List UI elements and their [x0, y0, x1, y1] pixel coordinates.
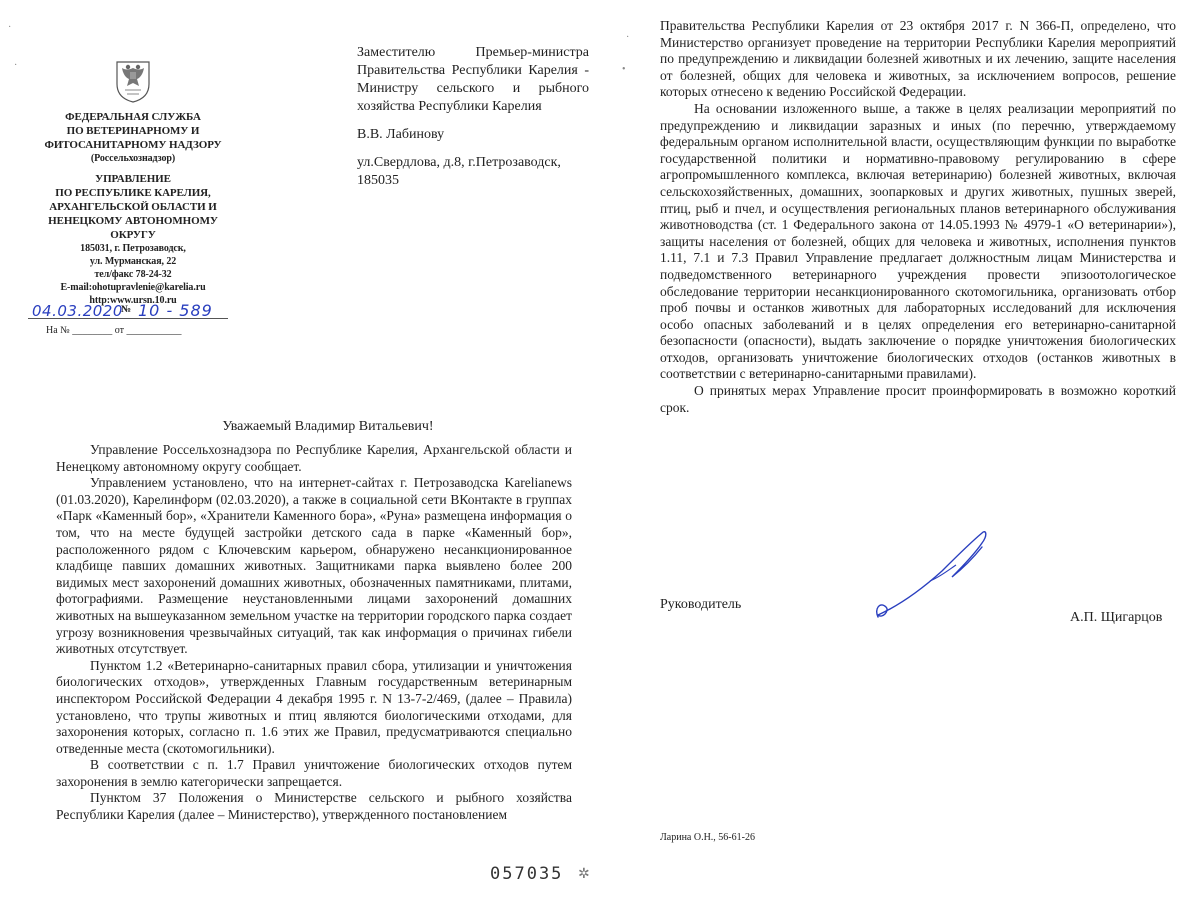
scan-speck: •: [622, 64, 626, 75]
body-paragraph: Пунктом 1.2 «Ветеринарно-санитарных правил сбора, утилизации и уничтожения биологических отходов», утвержденных Главным государственным ветеринарным инспектором Российской Федерации 4 декабря 1995 г. N 13-7-2/469, (далее – Правила) установлено, что трупы животных и птиц являются биологическими отходами, для захоронения которых, согласно п. 1.6 этих же Правил, предусматриваются специально отведенные места (скотомогильники).: [56, 657, 572, 756]
signer-role: Руководитель: [660, 597, 742, 612]
ornament-icon: ✲: [578, 867, 590, 882]
dept-name-line: ПО РЕСПУБЛИКЕ КАРЕЛИЯ,: [55, 187, 211, 199]
dept-name-line: УПРАВЛЕНИЕ: [95, 173, 171, 185]
contact-line: ул. Мурманская, 22: [89, 256, 177, 267]
letterhead: [22, 58, 244, 307]
scan-speck: ·: [626, 32, 630, 43]
scan-speck: ·: [8, 22, 12, 33]
signer-name: А.П. Щигарцов: [1070, 610, 1163, 625]
scan-speck: ·: [14, 60, 18, 71]
org-short-name: (Россельхознадзор): [90, 153, 176, 164]
registration-number: 10 - 589: [138, 301, 213, 320]
coat-of-arms-icon: [113, 58, 153, 104]
body-paragraph: На основании изложенного выше, а также в целях реализации мероприятий по предупреждению и ликвидации заразных и иных (по перечню, утверждаемому федеральным органом исполнительной власти, осуществляющим функции по выработке государственной политики и нормативно-правовому регулированию в сфере агропромышленного комплекса, включая ветеринарию) болезней животных, включая сельскохозяйственных, домашних, зоопарковых и других животных, пушных зверей, птиц, рыб и пчел, и осуществления региональных планов ветеринарного обслуживания животноводства (ст. 1 Федерального закона от 14.05.1993 № 4979-1 «О ветеринарии»), защиты населения от болезней, общих для человека и животных, исполнения пунктов 1.11, 7.1 и 7.3 Правил Управление предлагает должностным лицам Министерства и подведомственного ветеринарного учреждения провести эпизоотологическое обследование территории несанкционированного скотомогильника, организовать отбор проб почвы и останков животных для лабораторных исследований для исключения особо опасных заболеваний и в целях определения его ветеринарно-санитарной безопасности (опасности), выдать заключение о порядке уничтожения биологических отходов, организовать уничтожение биологических отходов (останков животных в соответствии с ветеринарно-санитарными правилами).: [660, 100, 1176, 382]
addressee-address: ул.Свердлова, д.8, г.Петрозаводск, 185035: [357, 155, 561, 188]
contact-line: 185031, г. Петрозаводск,: [80, 243, 186, 254]
body-paragraph: Правительства Республики Карелия от 23 октября 2017 г. N 366-П, определено, что Министерство организует проведение на территории Республики Карелия мероприятий по предупреждению и ликвидации болезней животных и их лечению, защите населения от болезней, общих для человека и животных, за исключением вопросов, решение которых отнесено к ведению Российской Федерации.: [660, 18, 1176, 100]
body-paragraph: Управление Россельхознадзора по Республике Карелия, Архангельской области и Ненецкому автономному округу сообщает.: [56, 442, 572, 474]
addressee-block: [357, 44, 589, 190]
org-name-line: ФЕДЕРАЛЬНАЯ СЛУЖБА: [65, 111, 201, 123]
body-paragraph: В соответствии с п. 1.7 Правил уничтожение биологических отходов путем захоронения в землю категорически запрещается.: [56, 757, 572, 789]
executor-contact: Ларина О.Н., 56-61-26: [660, 832, 755, 843]
letter-body: [56, 442, 572, 824]
dept-name-line: АРХАНГЕЛЬСКОЙ ОБЛАСТИ И: [49, 201, 217, 213]
addressee-position: Заместителю Премьер-министра Правительства Республики Карелия - Министру сельского и рыбного хозяйства Республики Карелия: [357, 45, 589, 114]
registration-line: [28, 302, 228, 322]
org-name-line: ФИТОСАНИТАРНОМУ НАДЗОРУ: [44, 139, 222, 151]
registration-date: 04.03.2020: [32, 302, 123, 320]
registration-number-label: №: [121, 304, 132, 315]
letter-page-2: [600, 0, 1200, 900]
contact-website: http:www.ursn.10.ru: [89, 295, 177, 306]
body-paragraph: Управлением установлено, что на интернет-сайтах г. Петрозаводска Karelianews (01.03.2020), Карелинформ (02.03.2020), а также в социальной сети ВКонтакте в группах «Парк «Каменный бор», «Хранители Каменного бора», «Руна» размещена информация о том, что на месте будущей застройки детского сада в парке «Каменный бор», расположенного рядом с Ключевским карьером, обнаружено несанкционированное кладбище павших домашних животных. Защитниками парка выявлено более 200 видимых мест захоронений домашних животных, обозначенных памятниками, плитами, фотографиями. Размещение неустановленными лицами захоронений домашних животных на вышеуказанном земельном участке на территории городского парка создает угрозу возникновения чрезвычайных ситуаций, так как информация о причинах гибели животных отсутствует.: [56, 475, 572, 657]
dept-name-line: НЕНЕЦКОМУ АВТОНОМНОМУ: [48, 215, 218, 227]
letter-body-continued: [660, 18, 1176, 416]
contact-line: тел/факс 78-24-32: [94, 269, 172, 280]
body-paragraph: О принятых мерах Управление просит проинформировать в возможно короткий срок.: [660, 383, 1176, 415]
contact-email: E-mail:ohotupravlenie@karelia.ru: [60, 282, 206, 293]
handwritten-signature: [870, 525, 1010, 630]
body-paragraph: Пунктом 37 Положения о Министерстве сельского и рыбного хозяйства Республики Карелия (далее – Министерство), утвержденного постановлением: [56, 790, 572, 823]
org-name-line: ПО ВЕТЕРИНАРНОМУ И: [66, 125, 200, 137]
salutation: Уважаемый Владимир Витальевич!: [222, 419, 434, 434]
dept-name-line: ОКРУГУ: [110, 229, 156, 241]
addressee-name: В.В. Лабинову: [357, 127, 445, 142]
reference-line: На № ________ от ___________: [46, 325, 182, 336]
form-serial-number: 057035: [490, 864, 564, 884]
